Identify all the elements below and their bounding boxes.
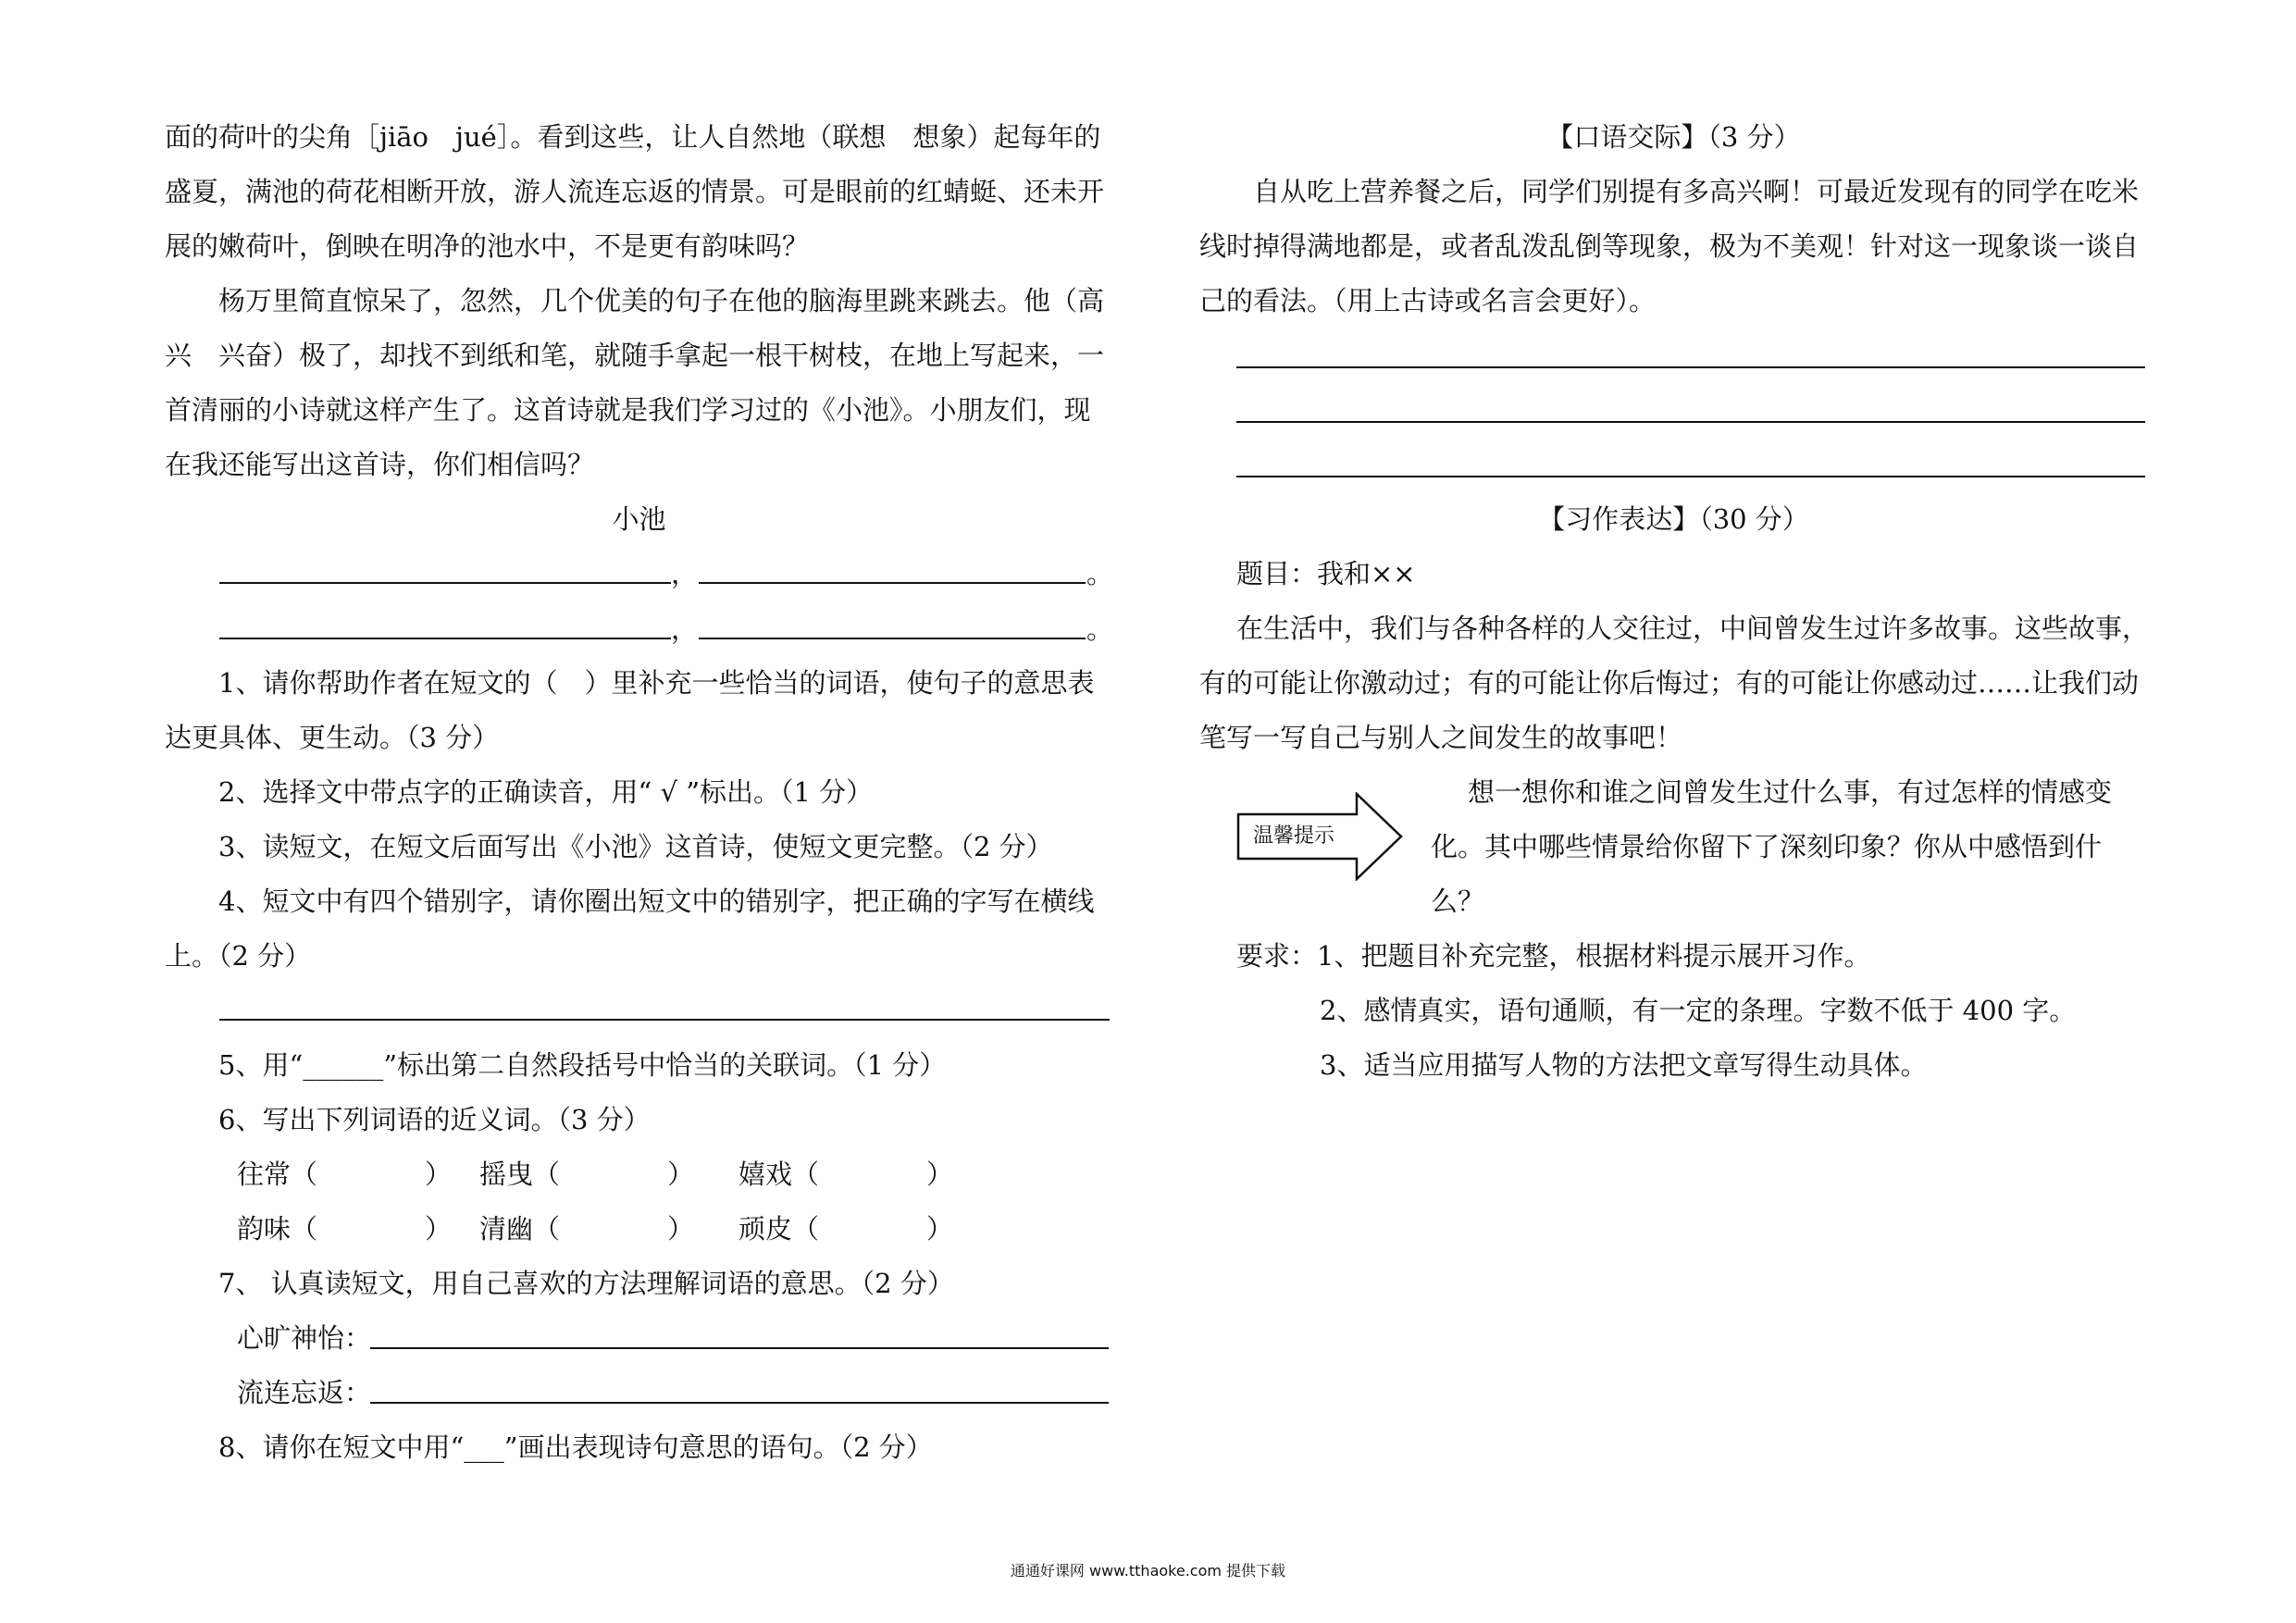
oral-section-title: 【口语交际】（3 分） [1546,121,1801,153]
paragraph-2-line-2: 兴 兴奋）极了，却找不到纸和笔，就随手拿起一根干树枝，在地上写起来，一 [165,340,1105,371]
question-7-term-b: 流连忘返： [237,1377,372,1408]
question-7-answer-line-b[interactable] [370,1402,1109,1404]
question-4-line-1: 4、短文中有四个错别字，请你圈出短文中的错别字，把正确的字写在横线 [218,886,1095,917]
question-4-answer-line[interactable] [219,1019,1110,1021]
oral-answer-line-2[interactable] [1236,421,2145,423]
tip-text-line-3: 么？ [1431,886,1485,917]
writing-intro-line-2: 有的可能让你激动过；有的可能让你后悔过；有的可能让你感动过……让我们动 [1199,667,2140,699]
paragraph-1-line-1: 面的荷叶的尖角［jiāo jué］。看到这些，让人自然地（联想 想象）起每年的 [165,121,1101,153]
poem-period-1: 。 [1086,558,1114,589]
question-5: 5、用“______”标出第二自然段括号中恰当的关联词。（1 分） [218,1049,947,1081]
tip-text-line-1: 想一想你和谁之间曾发生过什么事，有过怎样的情感变 [1468,776,2113,808]
oral-answer-line-3[interactable] [1236,476,2145,477]
synonym-item: 清幽（ ） [479,1213,695,1245]
oral-answer-line-1[interactable] [1236,366,2145,368]
writing-intro-line-1: 在生活中，我们与各种各样的人交往过，中间曾发生过许多故事。这些故事， [1236,613,2150,644]
poem-period-2: 。 [1086,613,1114,645]
question-3: 3、读短文，在短文后面写出《小池》这首诗，使短文更完整。（2 分） [218,831,1053,862]
poem-title: 小池 [612,503,666,535]
tip-arrow [1236,792,1403,881]
question-4-line-2: 上。（2 分） [165,940,312,972]
question-7: 7、 认真读短文，用自己喜欢的方法理解词语的意思。（2 分） [218,1268,954,1299]
footer: 通通好课网 www.tthaoke.com 提供下载 [1010,1562,1286,1580]
paragraph-1-line-2: 盛夏，满池的荷花相断开放，游人流连忘返的情景。可是眼前的红蜻蜓、还未开 [165,176,1105,207]
requirement-3: 3、适当应用描写人物的方法把文章写得生动具体。 [1320,1049,1928,1081]
question-1-line-2: 达更具体、更生动。（3 分） [165,722,500,753]
writing-topic: 题目：我和×× [1236,558,1416,589]
paragraph-2-line-1: 杨万里简直惊呆了，忽然，几个优美的句子在他的脑海里跳来跳去。他（高 [218,285,1105,316]
synonym-item: 顽皮（ ） [738,1213,954,1245]
requirement-2: 2、感情真实，语句通顺，有一定的条理。字数不低于 400 字。 [1320,995,2077,1026]
tip-label: 温馨提示 [1253,824,1335,848]
oral-text-line-2: 线时掉得满地都是，或者乱泼乱倒等现象，极为不美观！针对这一现象谈一谈自 [1199,230,2140,262]
poem-answer-line-1b[interactable] [699,582,1086,584]
synonym-item: 摇曳（ ） [479,1158,695,1190]
question-6: 6、写出下列词语的近义词。（3 分） [218,1104,651,1135]
question-7-term-a: 心旷神怡： [237,1322,372,1354]
paragraph-2-line-4: 在我还能写出这首诗，你们相信吗？ [165,449,595,480]
poem-answer-line-2b[interactable] [699,638,1086,639]
oral-text-line-1: 自从吃上营养餐之后，同学们别提有多高兴啊！可最近发现有的同学在吃米 [1253,176,2140,207]
poem-answer-line-1a[interactable] [219,582,671,584]
question-2: 2、选择文中带点字的正确读音，用“ √ ”标出。（1 分） [218,776,874,808]
paragraph-2-line-3: 首清丽的小诗就这样产生了。这首诗就是我们学习过的《小池》。小朋友们，现 [165,394,1091,426]
question-8: 8、请你在短文中用“___”画出表现诗句意思的语句。（2 分） [218,1431,933,1463]
poem-comma-1: ， [671,558,699,589]
question-1-line-1: 1、请你帮助作者在短文的（ ）里补充一些恰当的词语，使句子的意思表 [218,667,1095,699]
tip-text-line-2: 化。其中哪些情景给你留下了深刻印象？你从中感悟到什 [1431,831,2103,862]
synonym-item: 韵味（ ） [237,1213,453,1245]
poem-answer-line-2a[interactable] [219,638,671,639]
synonym-item: 嬉戏（ ） [738,1158,954,1190]
synonym-item: 往常（ ） [237,1158,453,1190]
question-7-answer-line-a[interactable] [370,1347,1109,1349]
oral-text-line-3: 己的看法。（用上古诗或名言会更好）。 [1199,285,1657,316]
writing-section-title: 【习作表达】（30 分） [1538,503,1809,535]
writing-intro-line-3: 笔写一写自己与别人之间发生的故事吧！ [1199,722,1683,753]
poem-comma-2: ， [671,613,699,645]
requirement-1: 要求：1、把题目补充完整，根据材料提示展开习作。 [1236,940,1871,972]
paragraph-1-line-3: 展的嫩荷叶，倒映在明净的池水中，不是更有韵味吗？ [165,230,810,262]
